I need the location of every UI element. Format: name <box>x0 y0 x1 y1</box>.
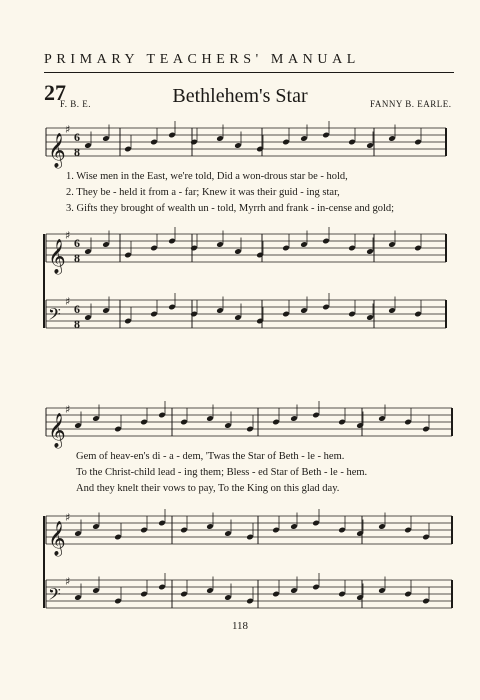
bass-clef: 𝄢 <box>48 304 61 328</box>
treble-clef: 𝄞 <box>48 133 66 168</box>
key-sharp: ♯ <box>65 229 71 242</box>
key-sharp: ♯ <box>65 403 71 416</box>
time-signature-top: 6 <box>74 302 80 316</box>
treble-clef: 𝄞 <box>48 239 66 274</box>
page-number: 118 <box>231 620 249 632</box>
time-signature-bottom: 8 <box>74 317 80 331</box>
hymn-title: Bethlehem's Star <box>172 85 308 107</box>
time-signature-top: 6 <box>74 236 80 250</box>
verse-3-line-2: And they knelt their vows to pay, To the King on this glad day. <box>76 483 340 494</box>
lyricist-credit: F. B. E. <box>60 99 92 109</box>
key-sharp: ♯ <box>65 295 71 308</box>
hymn-number: 27 <box>44 80 66 105</box>
key-sharp: ♯ <box>65 123 71 136</box>
running-head: PRIMARY TEACHERS' MANUAL <box>44 52 360 67</box>
time-signature-bottom: 8 <box>74 145 80 159</box>
composer-credit: FANNY B. EARLE. <box>370 99 452 109</box>
key-sharp: ♯ <box>65 511 71 524</box>
verse-1-line-1: 1. Wise men in the East, we're told, Did a won-drous star be - hold, <box>66 171 348 182</box>
verse-2-line-2: To the Christ-child lead - ing them; Bless - ed Star of Beth - le - hem. <box>76 467 368 478</box>
verse-3-line-1: 3. Gifts they brought of wealth un - told, Myrrh and frank - in-cense and gold; <box>66 203 395 214</box>
key-sharp: ♯ <box>65 575 71 588</box>
verse-2-line-1: 2. They be - held it from a - far; Knew it was their guid - ing star, <box>66 187 340 198</box>
verse-1-line-2: Gem of heav-en's di - a - dem, 'Twas the Star of Beth - le - hem. <box>76 451 345 462</box>
time-signature-bottom: 8 <box>74 251 80 265</box>
bass-clef: 𝄢 <box>48 584 61 608</box>
treble-clef: 𝄞 <box>48 413 66 448</box>
time-signature-top: 6 <box>74 130 80 144</box>
treble-clef: 𝄞 <box>48 521 66 556</box>
